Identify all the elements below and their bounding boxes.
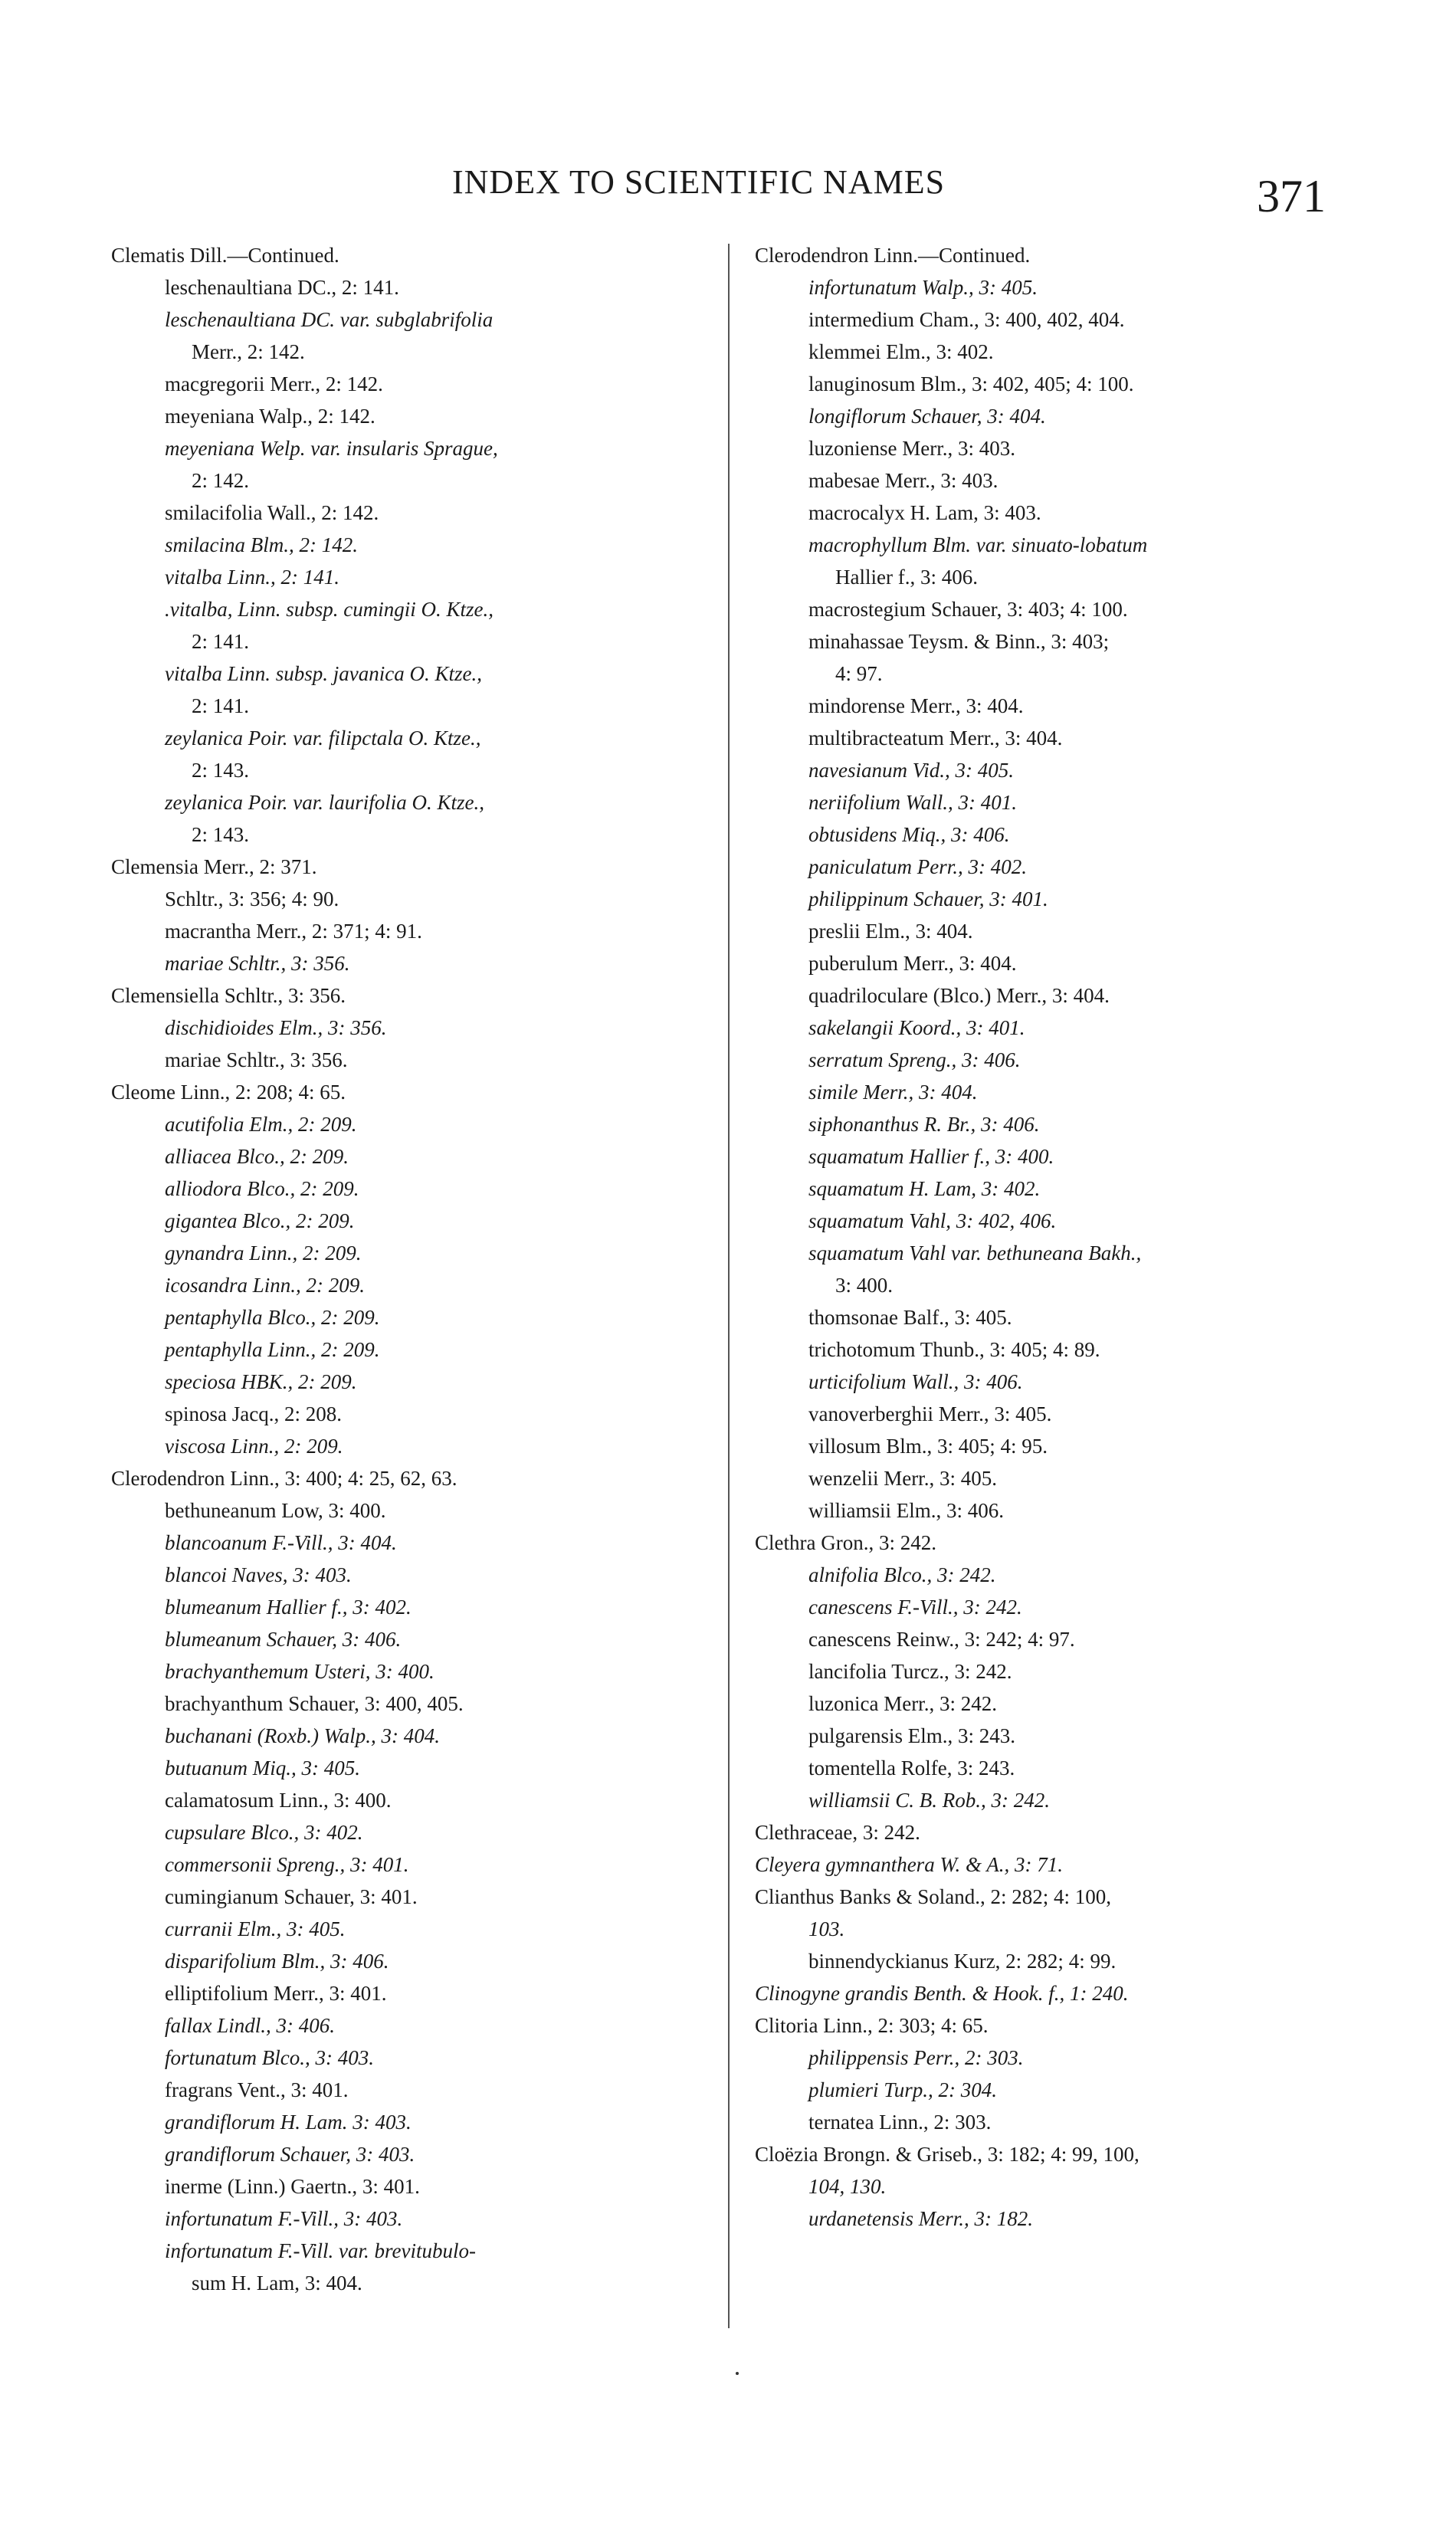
- index-entry: williamsii C. B. Rob., 3: 242.: [808, 1789, 1051, 1812]
- index-entry: 2: 142.: [192, 469, 250, 492]
- index-entry: Clethraceae, 3: 242.: [755, 1821, 920, 1844]
- index-entry: Clematis Dill.—Continued.: [111, 244, 339, 267]
- index-entry: philippinum Schauer, 3: 401.: [808, 887, 1048, 910]
- index-entry: Clerodendron Linn., 3: 400; 4: 25, 62, 63.: [111, 1467, 457, 1490]
- index-entry: neriifolium Wall., 3: 401.: [808, 791, 1018, 814]
- index-entry: leschenaultiana DC., 2: 141.: [165, 276, 399, 299]
- index-entry: cumingianum Schauer, 3: 401.: [165, 1885, 418, 1908]
- column-divider: [728, 244, 730, 2328]
- index-entry: paniculatum Perr., 3: 402.: [808, 855, 1027, 878]
- page-number: 371: [1257, 171, 1326, 221]
- index-entry: pentaphylla Blco., 2: 209.: [165, 1306, 380, 1329]
- index-entry: blumeanum Hallier f., 3: 402.: [165, 1596, 412, 1619]
- index-entry: cupsulare Blco., 3: 402.: [165, 1821, 363, 1844]
- index-entry: Cloëzia Brongn. & Griseb., 3: 182; 4: 99, 100,: [755, 2143, 1140, 2166]
- index-entry: zeylanica Poir. var. laurifolia O. Ktze.,: [165, 791, 484, 814]
- index-entry: puberulum Merr., 3: 404.: [808, 952, 1017, 975]
- index-entry: navesianum Vid., 3: 405.: [808, 759, 1014, 782]
- index-entry: alliodora Blco., 2: 209.: [165, 1177, 359, 1200]
- index-entry: canescens Reinw., 3: 242; 4: 97.: [808, 1628, 1075, 1651]
- index-entry: meyeniana Welp. var. insularis Sprague,: [165, 437, 498, 460]
- index-entry: infortunatum Walp., 3: 405.: [808, 276, 1038, 299]
- index-entry: macrocalyx H. Lam, 3: 403.: [808, 501, 1041, 524]
- index-entry: pentaphylla Linn., 2: 209.: [165, 1338, 380, 1361]
- index-entry: klemmei Elm., 3: 402.: [808, 340, 994, 363]
- index-entry: 2: 141.: [192, 630, 250, 653]
- index-entry: smilacifolia Wall., 2: 142.: [165, 501, 379, 524]
- index-entry: multibracteatum Merr., 3: 404.: [808, 727, 1063, 750]
- index-entry: urticifolium Wall., 3: 406.: [808, 1370, 1023, 1393]
- index-entry: 104, 130.: [808, 2175, 887, 2198]
- index-entry: viscosa Linn., 2: 209.: [165, 1435, 343, 1458]
- index-entry: Cleome Linn., 2: 208; 4: 65.: [111, 1081, 346, 1104]
- index-entry: infortunatum F.-Vill., 3: 403.: [165, 2207, 403, 2230]
- index-entry: preslii Elm., 3: 404.: [808, 920, 973, 943]
- index-entry: 2: 143.: [192, 759, 250, 782]
- index-entry: leschenaultiana DC. var. subglabrifolia: [165, 308, 494, 331]
- index-entry: mariae Schltr., 3: 356.: [165, 952, 350, 975]
- index-entry: philippensis Perr., 2: 303.: [808, 2046, 1024, 2069]
- index-entry: trichotomum Thunb., 3: 405; 4: 89.: [808, 1338, 1100, 1361]
- index-entry: obtusidens Miq., 3: 406.: [808, 823, 1010, 846]
- index-entry: 2: 141.: [192, 694, 250, 717]
- index-entry: fallax Lindl., 3: 406.: [165, 2014, 335, 2037]
- index-entry: pulgarensis Elm., 3: 243.: [808, 1724, 1015, 1747]
- index-entry: squamatum Vahl, 3: 402, 406.: [808, 1209, 1057, 1232]
- index-entry: fragrans Vent., 3: 401.: [165, 2078, 349, 2101]
- index-entry: 3: 400.: [835, 1274, 894, 1297]
- index-entry: gigantea Blco., 2: 209.: [165, 1209, 355, 1232]
- index-entry: disparifolium Blm., 3: 406.: [165, 1950, 389, 1973]
- index-entry: Clitoria Linn., 2: 303; 4: 65.: [755, 2014, 989, 2037]
- index-entry: wenzelii Merr., 3: 405.: [808, 1467, 997, 1490]
- index-entry: luzoniense Merr., 3: 403.: [808, 437, 1015, 460]
- index-entry: serratum Spreng., 3: 406.: [808, 1048, 1021, 1071]
- print-speck: [736, 2372, 739, 2375]
- running-title: INDEX TO SCIENTIFIC NAMES: [452, 163, 946, 201]
- index-entry: intermedium Cham., 3: 400, 402, 404.: [808, 308, 1125, 331]
- index-entry: quadriloculare (Blco.) Merr., 3: 404.: [808, 984, 1110, 1007]
- index-entry: Clianthus Banks & Soland., 2: 282; 4: 100,: [755, 1885, 1112, 1908]
- index-entry: squamatum Vahl var. bethuneana Bakh.,: [808, 1242, 1142, 1264]
- index-entry: mabesae Merr., 3: 403.: [808, 469, 999, 492]
- index-entry: squamatum H. Lam, 3: 402.: [808, 1177, 1041, 1200]
- index-entry: macgregorii Merr., 2: 142.: [165, 372, 383, 395]
- index-entry: 103.: [808, 1917, 845, 1940]
- index-entry: grandiflorum Schauer, 3: 403.: [165, 2143, 415, 2166]
- index-entry: 2: 143.: [192, 823, 250, 846]
- index-entry: binnendyckianus Kurz, 2: 282; 4: 99.: [808, 1950, 1117, 1973]
- index-entry: butuanum Miq., 3: 405.: [165, 1757, 360, 1779]
- index-entry: simile Merr., 3: 404.: [808, 1081, 978, 1104]
- index-entry: zeylanica Poir. var. filipctala O. Ktze.,: [165, 727, 481, 750]
- index-entry: meyeniana Walp., 2: 142.: [165, 405, 375, 428]
- index-entry: Schltr., 3: 356; 4: 90.: [165, 887, 339, 910]
- index-entry: sakelangii Koord., 3: 401.: [808, 1016, 1025, 1039]
- index-entry: villosum Blm., 3: 405; 4: 95.: [808, 1435, 1048, 1458]
- index-entry: macrophyllum Blm. var. sinuato-lobatum: [808, 533, 1148, 556]
- index-entry: brachyanthum Schauer, 3: 400, 405.: [165, 1692, 464, 1715]
- index-entry: sum H. Lam, 3: 404.: [192, 2272, 362, 2294]
- index-entry: longiflorum Schauer, 3: 404.: [808, 405, 1046, 428]
- index-entry: tomentella Rolfe, 3: 243.: [808, 1757, 1015, 1779]
- index-entry: smilacina Blm., 2: 142.: [165, 533, 358, 556]
- index-entry: acutifolia Elm., 2: 209.: [165, 1113, 357, 1136]
- index-entry: minahassae Teysm. & Binn., 3: 403;: [808, 630, 1110, 653]
- index-entry: Clethra Gron., 3: 242.: [755, 1531, 936, 1554]
- page-header: [0, 0, 1456, 230]
- index-entry: bethuneanum Low, 3: 400.: [165, 1499, 386, 1522]
- index-entry: Clinogyne grandis Benth. & Hook. f., 1: 240.: [755, 1982, 1129, 2005]
- index-entry: calamatosum Linn., 3: 400.: [165, 1789, 392, 1812]
- index-entry: alliacea Blco., 2: 209.: [165, 1145, 349, 1168]
- index-entry: ternatea Linn., 2: 303.: [808, 2111, 992, 2134]
- index-entry: Clemensia Merr., 2: 371.: [111, 855, 317, 878]
- index-entry: Merr., 2: 142.: [192, 340, 305, 363]
- index-entry: lancifolia Turcz., 3: 242.: [808, 1660, 1012, 1683]
- index-entry: fortunatum Blco., 3: 403.: [165, 2046, 374, 2069]
- index-entry: Hallier f., 3: 406.: [835, 566, 978, 589]
- index-entry: siphonanthus R. Br., 3: 406.: [808, 1113, 1040, 1136]
- index-entry: vitalba Linn., 2: 141.: [165, 566, 339, 589]
- index-entry: icosandra Linn., 2: 209.: [165, 1274, 366, 1297]
- index-entry: macrantha Merr., 2: 371; 4: 91.: [165, 920, 422, 943]
- index-entry: vanoverberghii Merr., 3: 405.: [808, 1402, 1052, 1425]
- index-entry: Clerodendron Linn.—Continued.: [755, 244, 1031, 267]
- index-entry: urdanetensis Merr., 3: 182.: [808, 2207, 1033, 2230]
- index-entry: grandiflorum H. Lam. 3: 403.: [165, 2111, 412, 2134]
- index-entry: buchanani (Roxb.) Walp., 3: 404.: [165, 1724, 440, 1747]
- index-entry: spinosa Jacq., 2: 208.: [165, 1402, 342, 1425]
- index-entry: blancoi Naves, 3: 403.: [165, 1563, 352, 1586]
- index-entry: 4: 97.: [835, 662, 883, 685]
- index-entry: plumieri Turp., 2: 304.: [808, 2078, 998, 2101]
- index-entry: macrostegium Schauer, 3: 403; 4: 100.: [808, 598, 1128, 621]
- index-entry: gynandra Linn., 2: 209.: [165, 1242, 362, 1264]
- index-column-left: [111, 239, 724, 2299]
- index-entry: squamatum Hallier f., 3: 400.: [808, 1145, 1054, 1168]
- index-entry: luzonica Merr., 3: 242.: [808, 1692, 997, 1715]
- index-entry: canescens F.-Vill., 3: 242.: [808, 1596, 1022, 1619]
- index-entry: alnifolia Blco., 3: 242.: [808, 1563, 996, 1586]
- index-entry: inerme (Linn.) Gaertn., 3: 401.: [165, 2175, 420, 2198]
- index-entry: blumeanum Schauer, 3: 406.: [165, 1628, 402, 1651]
- index-entry: mariae Schltr., 3: 356.: [165, 1048, 348, 1071]
- index-entry: infortunatum F.-Vill. var. brevitubulo-: [165, 2239, 476, 2262]
- index-entry: dischidioides Elm., 3: 356.: [165, 1016, 387, 1039]
- index-entry: blancoanum F.-Vill., 3: 404.: [165, 1531, 397, 1554]
- index-entry: thomsonae Balf., 3: 405.: [808, 1306, 1012, 1329]
- index-entry: mindorense Merr., 3: 404.: [808, 694, 1024, 717]
- index-entry: vitalba Linn. subsp. javanica O. Ktze.,: [165, 662, 482, 685]
- index-entry: commersonii Spreng., 3: 401.: [165, 1853, 409, 1876]
- index-entry: lanuginosum Blm., 3: 402, 405; 4: 100.: [808, 372, 1134, 395]
- index-entry: williamsii Elm., 3: 406.: [808, 1499, 1004, 1522]
- index-entry: brachyanthemum Usteri, 3: 400.: [165, 1660, 435, 1683]
- index-entry: Cleyera gymnanthera W. & A., 3: 71.: [755, 1853, 1063, 1876]
- index-entry: Clemensiella Schltr., 3: 356.: [111, 984, 346, 1007]
- index-entry: speciosa HBK., 2: 209.: [165, 1370, 357, 1393]
- index-entry: .vitalba, Linn. subsp. cumingii O. Ktze.,: [165, 598, 494, 621]
- index-column-right: [755, 239, 1368, 2235]
- index-entry: elliptifolium Merr., 3: 401.: [165, 1982, 387, 2005]
- index-entry: curranii Elm., 3: 405.: [165, 1917, 346, 1940]
